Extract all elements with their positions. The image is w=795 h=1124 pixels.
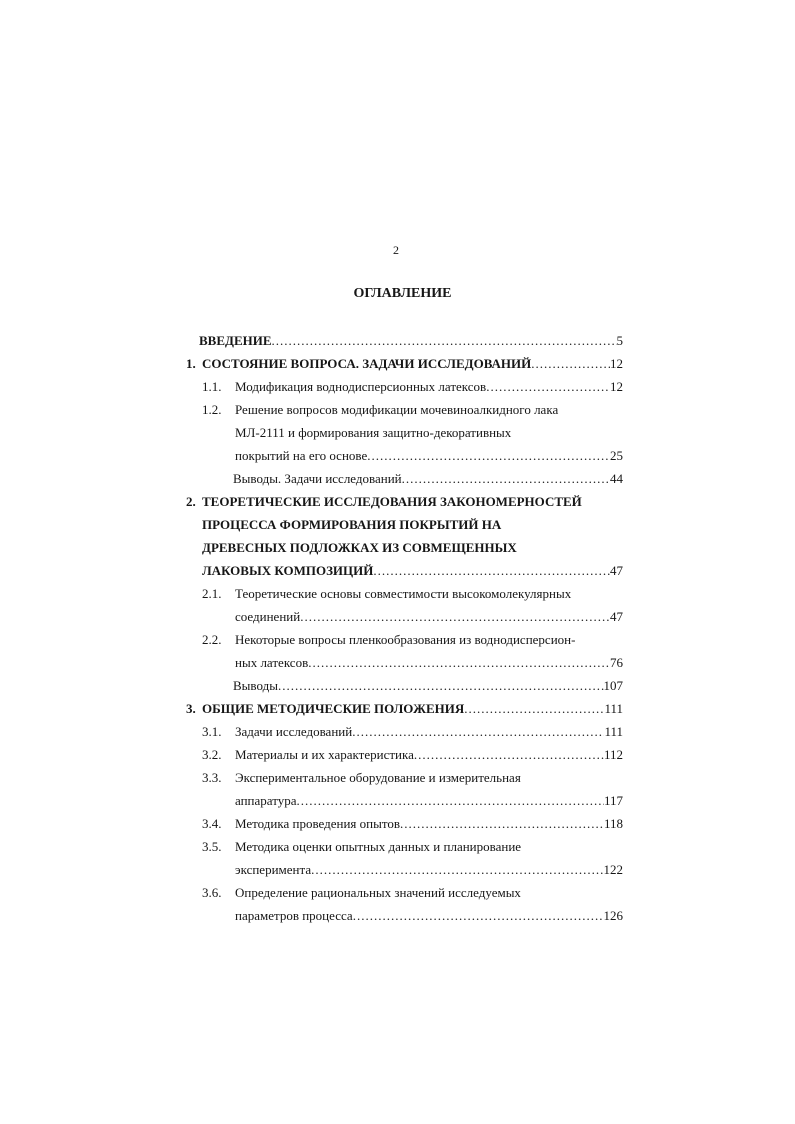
table-of-contents [0,331,795,931]
toc-entry-text: аппаратура [235,793,297,808]
toc-page-number: 12 [610,379,623,394]
toc-entry-s2-line3[interactable] [202,538,517,558]
toc-page-number: 111 [604,724,623,739]
toc-entry-text: Теоретические основы совместимости высокомолекулярных [235,586,572,601]
dot-leader [297,791,604,811]
toc-entry-s1-2-line2[interactable] [235,423,511,443]
toc-entry-text: ОБЩИЕ МЕТОДИЧЕСКИЕ ПОЛОЖЕНИЯ [202,701,465,716]
toc-entry-text: соединений [235,609,301,624]
toc-entry-text: Выводы [233,678,278,693]
toc-section-number: 1. [186,356,196,371]
toc-entry-text: Некоторые вопросы пленкообразования из воднодисперсион- [235,632,576,647]
toc-entry-s1-2-line1[interactable] [235,400,558,420]
dot-leader [278,676,604,696]
toc-entry-s2-line2[interactable] [202,515,501,535]
toc-subsection-number: 2.2. [202,632,222,647]
page-number: 2 [393,243,399,257]
toc-section-number: 3. [186,701,196,716]
toc-page-number: 111 [604,701,623,716]
toc-page-number: 117 [603,793,623,808]
toc-entry-s2-line1[interactable] [202,492,582,512]
toc-entry-s1-2-line3[interactable] [235,446,623,466]
dot-leader [373,561,610,581]
toc-entry-text: Экспериментальное оборудование и измерительная [235,770,521,785]
toc-page-number: 126 [603,908,623,923]
dot-leader [367,446,610,466]
dot-leader [531,354,610,374]
toc-entry-s1-conclusions[interactable] [233,469,623,489]
toc-entry-text: Задачи исследований [235,724,353,739]
toc-entry-s2-2-line1[interactable] [235,630,575,650]
toc-page-number: 44 [610,471,623,486]
toc-subsection-number: 3.4. [202,816,222,831]
dot-leader [353,906,604,926]
dot-leader [402,469,610,489]
toc-page-number: 112 [603,747,623,762]
toc-subsection-number: 2.1. [202,586,222,601]
toc-entry-s3-1[interactable] [235,722,623,742]
dot-leader [308,653,610,673]
dot-leader [414,745,604,765]
toc-entry-s1-1[interactable] [235,377,623,397]
toc-entry-text: Методика проведения опытов [235,816,400,831]
toc-entry-text: параметров процесса [235,908,353,923]
toc-entry-s3-2[interactable] [235,745,623,765]
toc-section-number: 2. [186,494,196,509]
toc-page-number: 25 [610,448,623,463]
toc-subsection-number: 3.6. [202,885,222,900]
toc-entry-s3[interactable] [202,699,623,719]
dot-leader [486,377,610,397]
dot-leader [300,607,610,627]
toc-entry-s3-6-line2[interactable] [235,906,623,926]
toc-entry-text: Материалы и их характеристика [235,747,414,762]
toc-subsection-number: 3.3. [202,770,222,785]
toc-entry-text: Методика оценки опытных данных и планирование [235,839,522,854]
toc-page-number: 122 [603,862,623,877]
toc-entry-intro[interactable] [199,331,623,351]
toc-entry-text: эксперимента [235,862,312,877]
toc-entry-text: Определение рациональных значений исследуемых [235,885,521,900]
toc-entry-s2-line4[interactable] [202,561,623,581]
toc-entry-s3-6-line1[interactable] [235,883,521,903]
toc-subsection-number: 1.2. [202,402,222,417]
toc-subsection-number: 3.2. [202,747,222,762]
toc-entry-text: ВВЕДЕНИЕ [199,333,272,348]
toc-entry-text: ДРЕВЕСНЫХ ПОДЛОЖКАХ ИЗ СОВМЕЩЕННЫХ [202,540,517,555]
toc-subsection-number: 3.5. [202,839,222,854]
toc-subsection-number: 3.1. [202,724,222,739]
toc-entry-text: ЛАКОВЫХ КОМПОЗИЦИЙ [202,563,374,578]
toc-entry-text: Выводы. Задачи исследований [233,471,402,486]
toc-entry-s3-5-line2[interactable] [235,860,623,880]
toc-page-number: 12 [610,356,623,371]
toc-entry-s3-3-line2[interactable] [235,791,623,811]
dot-leader [352,722,604,742]
toc-entry-s3-3-line1[interactable] [235,768,521,788]
toc-page-number: 47 [610,563,623,578]
toc-page-number: 107 [603,678,623,693]
toc-entry-text: МЛ-2111 и формирования защитно-декоративных [235,425,512,440]
toc-page-number: 118 [603,816,623,831]
toc-entry-s3-5-line1[interactable] [235,837,521,857]
toc-entry-text: Модификация воднодисперсионных латексов [235,379,487,394]
dot-leader [400,814,604,834]
toc-page-number: 47 [610,609,623,624]
toc-entry-s3-4[interactable] [235,814,623,834]
toc-entry-text: СОСТОЯНИЕ ВОПРОСА. ЗАДАЧИ ИССЛЕДОВАНИЙ [202,356,532,371]
dot-leader [311,860,603,880]
toc-entry-text: Решение вопросов модификации мочевиноалкидного лака [235,402,559,417]
toc-subsection-number: 1.1. [202,379,222,394]
dot-leader [464,699,604,719]
dot-leader [272,331,617,351]
toc-entry-text: ПРОЦЕССА ФОРМИРОВАНИЯ ПОКРЫТИЙ НА [202,517,502,532]
toc-entry-text: покрытий на его основе [235,448,368,463]
toc-entry-text: ТЕОРЕТИЧЕСКИЕ ИССЛЕДОВАНИЯ ЗАКОНОМЕРНОСТЕЙ [202,494,582,509]
toc-page-number: 5 [616,333,623,348]
toc-entry-s1[interactable] [202,354,623,374]
toc-entry-s2-2-line2[interactable] [235,653,623,673]
toc-entry-s2-1-line2[interactable] [235,607,623,627]
toc-entry-text: ных латексов [235,655,309,670]
page-title: ОГЛАВЛЕНИЕ [353,286,452,301]
toc-entry-s2-conclusions[interactable] [233,676,623,696]
toc-entry-s2-1-line1[interactable] [235,584,571,604]
toc-page-number: 76 [610,655,623,670]
